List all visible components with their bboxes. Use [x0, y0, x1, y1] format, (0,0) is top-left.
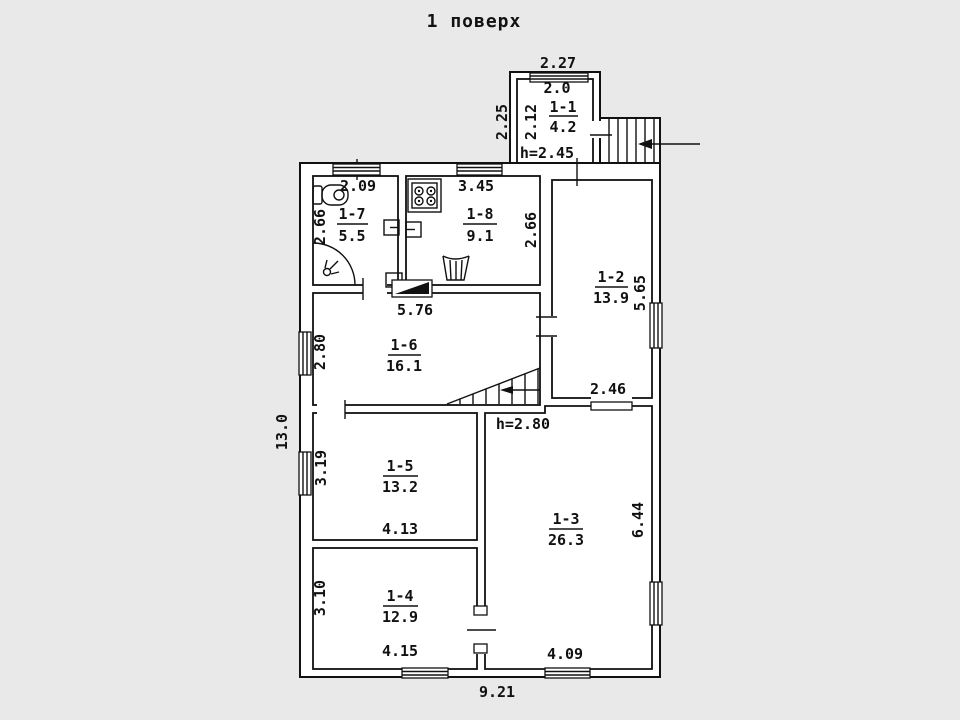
dim-1-8-right: 2.66: [522, 211, 540, 249]
dim-1-7-top: 2.09: [339, 177, 377, 195]
dim-1-6-left: 2.80: [311, 333, 329, 371]
dim-1-2-right: 5.65: [631, 274, 649, 312]
room-1-7-id: 1-7: [338, 205, 366, 223]
window-top-1-7: [333, 164, 380, 175]
room-1-3-id: 1-3: [552, 510, 580, 528]
building-outline: [300, 72, 660, 677]
page-title: 1 поверх: [426, 11, 522, 32]
room-1-8-area: 9.1: [466, 227, 494, 245]
dim-1-8-top: 3.45: [457, 177, 495, 195]
dim-1-4-bottom: 4.15: [381, 642, 419, 660]
window-right-1-2: [650, 303, 662, 348]
window-top-1-8: [457, 164, 502, 175]
dim-annex-outer-left: 2.25: [493, 103, 511, 141]
dim-1-7-left: 2.66: [311, 208, 329, 246]
room-1-4-id: 1-4: [386, 587, 414, 605]
dim-overall-height: 13.0: [273, 413, 291, 451]
room-1-7-area: 5.5: [338, 227, 366, 245]
dim-annex-inner-top: 2.0: [543, 79, 571, 97]
dim-1-3-right: 6.44: [629, 501, 647, 539]
room-1-6-area: 16.1: [385, 357, 423, 375]
dim-1-3-bottom: 4.09: [546, 645, 584, 663]
dim-overall-width: 9.21: [478, 683, 516, 701]
dim-1-5-left: 3.19: [312, 449, 330, 487]
room-1-3-area: 26.3: [547, 531, 585, 549]
window-left-1-5: [299, 452, 311, 495]
dim-annex-inner-left: 2.12: [522, 103, 540, 141]
room-1-2-area: 13.9: [592, 289, 630, 307]
dim-1-2-bottom: 2.46: [589, 380, 627, 398]
dim-annex-outer-top: 2.27: [539, 54, 577, 72]
room-1-5-area: 13.2: [381, 478, 419, 496]
room-1-3-height-note: h=2.80: [495, 415, 551, 433]
room-1-4-area: 12.9: [381, 608, 419, 626]
room-1-1-area: 4.2: [549, 118, 577, 136]
room-1-8-id: 1-8: [466, 205, 494, 223]
window-left-1-6: [299, 332, 311, 375]
dim-1-6-top: 5.76: [396, 301, 434, 319]
window-right-1-3: [650, 582, 662, 625]
room-1-2-id: 1-2: [597, 268, 625, 286]
room-1-6-id: 1-6: [390, 336, 418, 354]
room-1-5-id: 1-5: [386, 457, 414, 475]
window-bottom-1-4: [402, 668, 448, 678]
room-1-1-height-note: h=2.45: [519, 144, 575, 162]
window-bottom-1-3: [545, 668, 590, 678]
dim-1-4-left: 3.10: [311, 579, 329, 617]
dim-1-5-bottom: 4.13: [381, 520, 419, 538]
room-1-1-id: 1-1: [549, 98, 577, 116]
